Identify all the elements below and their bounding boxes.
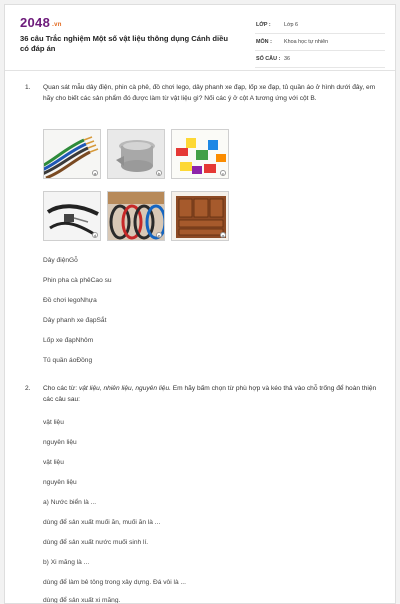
image-brake-cable [43, 191, 101, 241]
image-tag: e [157, 233, 161, 238]
meta-row-subject [255, 34, 385, 51]
match-item[interactable]: Đồ chơi legoNhựa [43, 297, 97, 304]
question-text-after: Em hãy bấm chọn từ phù hợp và kéo thả vào chỗ trống để hoàn thiện các câu sau: [43, 385, 377, 403]
logo-suffix: .vn [52, 22, 62, 28]
image-tag: g [221, 233, 225, 238]
match-item[interactable]: Tủ quần áoĐồng [43, 357, 93, 364]
document-page [4, 4, 396, 604]
meta-label: MÔN : [256, 39, 272, 45]
document-header [5, 5, 396, 71]
image-tag: c [222, 171, 224, 176]
meta-table [255, 17, 385, 68]
question-text-before: Cho các từ: [43, 385, 79, 392]
image-coffee-filter [107, 129, 165, 179]
question-text: Quan sát mẫu dây điện, phin cà phê, đồ chơi lego, dây phanh xe đạp, lốp xe đạp, tủ quần áo ở hình dưới đây, em hãy cho biết các sản phẩm đó được làm từ vật liệu gì? Nối các ý ở cột A tương ứng với cột B. [43, 84, 376, 102]
drag-word[interactable]: nguyên liệu [43, 439, 77, 446]
blank-sentence[interactable]: dùng để sản xuất muối ăn, muối ăn là ... [43, 519, 161, 526]
image-tag: a [93, 171, 97, 176]
blank-sentence[interactable]: dùng để sản xuất nước muối sinh lí. [43, 539, 149, 546]
meta-value: Khoa học tự nhiên [284, 39, 329, 45]
image-tag: d [93, 233, 97, 238]
image-tag: b [157, 171, 161, 176]
blank-sentence[interactable]: b) Xi măng là ... [43, 559, 90, 566]
drag-word[interactable]: vật liệu [43, 419, 64, 426]
question-number: 2. [25, 385, 31, 392]
logo-text: 2048 [20, 15, 51, 30]
question-text [43, 383, 387, 405]
meta-row-class [255, 17, 385, 34]
meta-row-count [255, 51, 385, 68]
meta-value: 36 [284, 56, 290, 62]
question-number: 1. [25, 84, 31, 91]
match-item[interactable]: Dây điệnGỗ [43, 257, 78, 264]
drag-word[interactable]: nguyên liệu [43, 479, 77, 486]
blank-sentence[interactable]: dùng để sản xuất xi măng. [43, 597, 121, 604]
question-word-list: vật liệu, nhiên liệu, nguyên liệu. [78, 385, 171, 392]
image-lego-toys [171, 129, 229, 179]
image-bicycle-tires [107, 191, 165, 241]
image-electric-wires [43, 129, 101, 179]
meta-label: LỚP : [256, 22, 271, 28]
page-title: 36 câu Trắc nghiệm Một số vật liệu thông dụng Cánh diều có đáp án [20, 34, 229, 53]
image-wardrobe [171, 191, 229, 241]
site-logo[interactable] [20, 15, 62, 30]
blank-sentence[interactable]: dùng để làm bê tông trong xây dựng. Đá vôi là ... [43, 579, 186, 586]
meta-label: SỐ CÂU : [256, 56, 281, 62]
drag-word[interactable]: vật liệu [43, 459, 64, 466]
meta-value: Lớp 6 [284, 22, 299, 28]
blank-sentence[interactable]: a) Nước biển là ... [43, 499, 97, 506]
match-item[interactable]: Phin pha cà phêCao su [43, 277, 112, 284]
match-item[interactable]: Lốp xe đạpNhôm [43, 337, 94, 344]
match-item[interactable]: Dây phanh xe đạpSắt [43, 317, 107, 324]
